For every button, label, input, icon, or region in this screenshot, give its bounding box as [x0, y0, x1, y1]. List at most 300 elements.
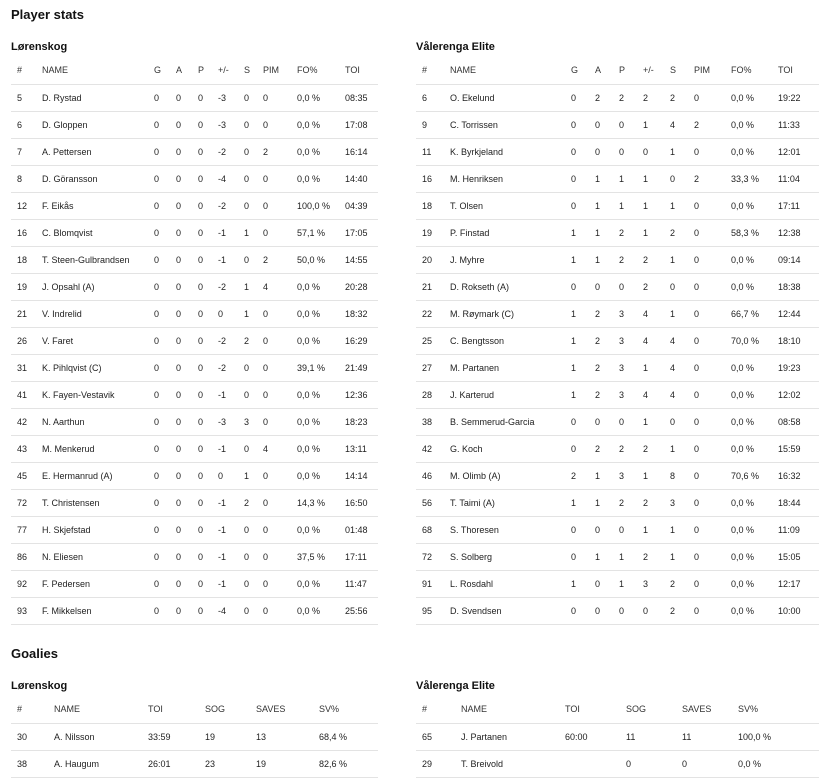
stat-cell: 0: [263, 516, 297, 543]
stat-cell: 1: [244, 300, 263, 327]
player-name: P. Finstad: [450, 219, 571, 246]
player-name: T. Olsen: [450, 192, 571, 219]
stat-cell: 0,0 %: [297, 138, 345, 165]
column-header: SV%: [738, 704, 759, 715]
stat-cell: 37,5 %: [297, 543, 345, 570]
stat-cell: 2: [643, 435, 670, 462]
stat-cell: 0,0 %: [297, 381, 345, 408]
stat-cell: 0: [595, 273, 619, 300]
player-name: K. Byrkjeland: [450, 138, 571, 165]
stat-cell: 2: [694, 165, 731, 192]
stat-cell: -1: [218, 381, 244, 408]
table-row: [11, 354, 378, 381]
stat-cell: 0: [198, 84, 218, 111]
stat-cell: -1: [218, 489, 244, 516]
stat-cell: 0: [694, 570, 731, 597]
stat-cell: 0,0 %: [738, 750, 819, 777]
stat-cell: 0: [619, 597, 643, 624]
stat-cell: 0: [154, 246, 176, 273]
stat-cell: 18:23: [345, 408, 378, 435]
player-name: K. Fayen-Vestavik: [42, 381, 154, 408]
stat-cell: 50,0 %: [297, 246, 345, 273]
column-header: TOI: [778, 65, 793, 76]
stat-cell: 1: [595, 489, 619, 516]
stat-cell: [565, 750, 626, 777]
stat-cell: -3: [218, 408, 244, 435]
stat-cell: 0: [154, 273, 176, 300]
table-header-row: [11, 696, 378, 723]
player-name: J. Partanen: [461, 723, 565, 750]
column-header: FO%: [297, 65, 318, 76]
stat-cell: 4: [263, 273, 297, 300]
stat-cell: 2: [643, 246, 670, 273]
table-row: [11, 750, 378, 777]
stat-cell: 27: [416, 354, 450, 381]
column-header: A: [595, 65, 602, 76]
stat-cell: 0: [154, 84, 176, 111]
stat-cell: 25:56: [345, 597, 378, 624]
stat-cell: 0: [670, 165, 694, 192]
table-row: [416, 435, 819, 462]
column-header: +/-: [218, 65, 229, 76]
stat-cell: 0: [694, 354, 731, 381]
stat-cell: 18:38: [778, 273, 819, 300]
stat-cell: 0: [244, 354, 263, 381]
column-header: PIM: [263, 65, 280, 76]
stat-cell: 0: [244, 138, 263, 165]
player-name: C. Blomqvist: [42, 219, 154, 246]
stat-cell: 86: [11, 543, 42, 570]
table-row: [416, 381, 819, 408]
stat-cell: 12:17: [778, 570, 819, 597]
stat-cell: 0: [694, 381, 731, 408]
player-name: M. Henriksen: [450, 165, 571, 192]
stat-cell: 82,6 %: [319, 750, 378, 777]
player-name: L. Rosdahl: [450, 570, 571, 597]
stat-cell: 19:22: [778, 84, 819, 111]
stat-cell: 2: [619, 489, 643, 516]
stat-cell: 0: [176, 192, 198, 219]
stat-cell: 3: [619, 327, 643, 354]
table-row: [416, 273, 819, 300]
column-header: FO%: [731, 65, 752, 76]
stat-cell: 12:38: [778, 219, 819, 246]
stat-cell: 7: [11, 138, 42, 165]
stat-cell: 18: [11, 246, 42, 273]
stat-cell: 0: [176, 246, 198, 273]
stat-cell: 0: [198, 462, 218, 489]
stat-cell: 0: [263, 84, 297, 111]
stat-cell: 19: [416, 219, 450, 246]
player-name: K. Pihlqvist (C): [42, 354, 154, 381]
stat-cell: 0: [154, 435, 176, 462]
stat-cell: 0: [694, 516, 731, 543]
stat-cell: 11:47: [345, 570, 378, 597]
table-row: [11, 570, 378, 597]
stat-cell: 0: [176, 597, 198, 624]
stat-cell: 0: [571, 435, 595, 462]
table-row: [11, 138, 378, 165]
stat-cell: 2: [643, 273, 670, 300]
stat-cell: 0: [694, 327, 731, 354]
stat-cell: 1: [643, 354, 670, 381]
stat-cell: 0: [154, 543, 176, 570]
player-name: C. Torrissen: [450, 111, 571, 138]
stat-cell: 19: [205, 723, 256, 750]
stat-cell: -2: [218, 327, 244, 354]
column-header: NAME: [461, 704, 488, 715]
stat-cell: 42: [11, 408, 42, 435]
stat-cell: 1: [244, 273, 263, 300]
player-name: A. Nilsson: [54, 723, 148, 750]
column-header: #: [17, 65, 23, 76]
stat-cell: 12:36: [345, 381, 378, 408]
player-name: M. Partanen: [450, 354, 571, 381]
player-name: N. Aarthun: [42, 408, 154, 435]
stat-cell: 1: [619, 570, 643, 597]
stat-cell: 0: [154, 327, 176, 354]
column-header: #: [17, 704, 23, 715]
stat-cell: 1: [670, 543, 694, 570]
stat-cell: 0: [595, 111, 619, 138]
stat-cell: 41: [11, 381, 42, 408]
stat-cell: 14:55: [345, 246, 378, 273]
stat-cell: 0: [643, 138, 670, 165]
stat-cell: 3: [619, 381, 643, 408]
goalies-table: [416, 696, 819, 778]
stat-cell: 0: [244, 516, 263, 543]
stat-cell: 0: [154, 111, 176, 138]
stat-cell: 2: [595, 381, 619, 408]
stat-cell: 0: [176, 111, 198, 138]
table-row: [416, 246, 819, 273]
column-header: P: [619, 65, 626, 76]
stat-cell: 17:08: [345, 111, 378, 138]
stat-cell: 0,0 %: [297, 408, 345, 435]
stat-cell: 33:59: [148, 723, 205, 750]
stat-cell: 0: [244, 435, 263, 462]
stat-cell: -1: [218, 219, 244, 246]
stat-cell: 0: [595, 408, 619, 435]
stat-cell: 01:48: [345, 516, 378, 543]
stat-cell: 1: [571, 246, 595, 273]
stat-cell: 42: [416, 435, 450, 462]
stat-cell: 13:11: [345, 435, 378, 462]
stat-cell: 6: [11, 111, 42, 138]
stat-cell: 0: [694, 462, 731, 489]
stat-cell: 0: [244, 381, 263, 408]
stat-cell: 0: [198, 327, 218, 354]
player-stats-table: [11, 57, 378, 625]
table-header-row: [416, 696, 819, 723]
stat-cell: 2: [619, 84, 643, 111]
player-name: J. Opsahl (A): [42, 273, 154, 300]
stat-cell: 17:11: [778, 192, 819, 219]
player-name: D. Rokseth (A): [450, 273, 571, 300]
stat-cell: 16: [416, 165, 450, 192]
stat-cell: 14,3 %: [297, 489, 345, 516]
stat-cell: 0,0 %: [731, 489, 778, 516]
player-name: F. Eikås: [42, 192, 154, 219]
stat-cell: 0: [571, 273, 595, 300]
stat-cell: 2: [263, 138, 297, 165]
stat-cell: 4: [670, 381, 694, 408]
stat-cell: 0: [643, 597, 670, 624]
stat-cell: 95: [416, 597, 450, 624]
player-name: T. Taimi (A): [450, 489, 571, 516]
stat-cell: 14:14: [345, 462, 378, 489]
stat-cell: 3: [619, 354, 643, 381]
player-name: M. Røymark (C): [450, 300, 571, 327]
stat-cell: 0: [244, 246, 263, 273]
stat-cell: 0: [595, 597, 619, 624]
table-row: [416, 300, 819, 327]
stat-cell: 3: [643, 570, 670, 597]
table-row: [416, 219, 819, 246]
table-row: [416, 354, 819, 381]
stat-cell: 0: [694, 300, 731, 327]
stat-cell: 0: [619, 138, 643, 165]
stat-cell: -1: [218, 246, 244, 273]
stat-cell: 0: [263, 408, 297, 435]
stat-cell: 2: [595, 327, 619, 354]
stat-cell: 0: [198, 543, 218, 570]
table-row: [416, 597, 819, 624]
stat-cell: 3: [619, 462, 643, 489]
stat-cell: 08:35: [345, 84, 378, 111]
stat-cell: 1: [670, 192, 694, 219]
player-name: D. Gloppen: [42, 111, 154, 138]
stat-cell: 0: [244, 570, 263, 597]
stat-cell: 0: [198, 435, 218, 462]
stat-cell: 16:50: [345, 489, 378, 516]
stat-cell: 1: [595, 219, 619, 246]
stat-cell: 0,0 %: [297, 462, 345, 489]
table-row: [416, 543, 819, 570]
table-row: [11, 516, 378, 543]
stat-cell: 0: [244, 192, 263, 219]
stat-cell: 25: [416, 327, 450, 354]
stat-cell: 1: [619, 543, 643, 570]
stat-cell: 0: [198, 219, 218, 246]
stat-cell: 0: [198, 354, 218, 381]
stat-cell: 0: [694, 192, 731, 219]
stat-cell: 15:05: [778, 543, 819, 570]
stat-cell: 21: [11, 300, 42, 327]
player-name: S. Solberg: [450, 543, 571, 570]
stat-cell: 66,7 %: [731, 300, 778, 327]
stat-cell: 0: [154, 570, 176, 597]
stat-cell: 1: [571, 381, 595, 408]
player-name: T. Steen-Gulbrandsen: [42, 246, 154, 273]
stat-cell: 93: [11, 597, 42, 624]
table-row: [11, 327, 378, 354]
stat-cell: 77: [11, 516, 42, 543]
stat-cell: 0: [176, 354, 198, 381]
stat-cell: 0: [263, 489, 297, 516]
stat-cell: 0,0 %: [731, 273, 778, 300]
player-name: T. Christensen: [42, 489, 154, 516]
stat-cell: 0: [176, 408, 198, 435]
stat-cell: 16: [11, 219, 42, 246]
stat-cell: 1: [244, 462, 263, 489]
stat-cell: -3: [218, 111, 244, 138]
stat-cell: 39,1 %: [297, 354, 345, 381]
stat-cell: 0: [154, 138, 176, 165]
stat-cell: 11:09: [778, 516, 819, 543]
stat-cell: 38: [416, 408, 450, 435]
stat-cell: 0: [694, 219, 731, 246]
stat-cell: 0: [154, 597, 176, 624]
stat-cell: 3: [619, 300, 643, 327]
stat-cell: 9: [416, 111, 450, 138]
stat-cell: 0: [198, 165, 218, 192]
stat-cell: 0,0 %: [731, 84, 778, 111]
stat-cell: 0: [218, 300, 244, 327]
stat-cell: 0: [198, 111, 218, 138]
table-row: [11, 165, 378, 192]
stat-cell: 0: [571, 516, 595, 543]
team-name: Vålerenga Elite: [416, 41, 495, 53]
stat-cell: 1: [670, 246, 694, 273]
table-row: [416, 327, 819, 354]
stat-cell: 57,1 %: [297, 219, 345, 246]
column-header: SOG: [626, 704, 647, 715]
table-row: [11, 381, 378, 408]
stat-cell: 0: [176, 516, 198, 543]
stat-cell: 4: [670, 354, 694, 381]
stat-cell: 0: [154, 219, 176, 246]
stat-cell: 0: [176, 300, 198, 327]
stat-cell: -1: [218, 543, 244, 570]
stat-cell: 0: [571, 165, 595, 192]
player-name: M. Menkerud: [42, 435, 154, 462]
column-header: SOG: [205, 704, 226, 715]
stat-cell: 0: [263, 111, 297, 138]
player-name: J. Karterud: [450, 381, 571, 408]
stat-cell: 0: [694, 435, 731, 462]
stat-cell: 0: [263, 381, 297, 408]
stat-cell: 0: [176, 327, 198, 354]
stat-cell: 0: [619, 111, 643, 138]
stat-cell: 10:00: [778, 597, 819, 624]
player-name: M. Olimb (A): [450, 462, 571, 489]
stat-cell: 2: [595, 354, 619, 381]
stat-cell: 13: [256, 723, 319, 750]
stat-cell: 18:10: [778, 327, 819, 354]
stat-cell: 1: [595, 165, 619, 192]
stat-cell: 0: [176, 84, 198, 111]
stat-cell: 1: [571, 327, 595, 354]
stat-cell: 65: [416, 723, 461, 750]
column-header: S: [670, 65, 677, 76]
stat-cell: 2: [670, 597, 694, 624]
table-row: [416, 192, 819, 219]
stat-cell: 0: [198, 408, 218, 435]
table-row: [11, 111, 378, 138]
player-name: N. Eliesen: [42, 543, 154, 570]
stat-cell: 0: [198, 489, 218, 516]
stat-cell: 0: [176, 273, 198, 300]
stat-cell: 0: [218, 462, 244, 489]
stat-cell: 4: [263, 435, 297, 462]
stat-cell: 12:01: [778, 138, 819, 165]
stat-cell: 2: [244, 327, 263, 354]
stat-cell: 1: [643, 462, 670, 489]
stat-cell: 0: [571, 597, 595, 624]
stat-cell: 20: [416, 246, 450, 273]
stat-cell: 45: [11, 462, 42, 489]
stat-cell: 04:39: [345, 192, 378, 219]
goalies-title: Goalies: [11, 646, 58, 661]
stat-cell: 18:32: [345, 300, 378, 327]
stat-cell: 23: [205, 750, 256, 777]
stat-cell: 0,0 %: [731, 111, 778, 138]
stat-cell: 2: [244, 489, 263, 516]
stat-cell: 0,0 %: [297, 111, 345, 138]
stat-cell: -2: [218, 138, 244, 165]
stat-cell: 0: [571, 138, 595, 165]
stat-cell: 2: [263, 246, 297, 273]
table-row: [11, 597, 378, 624]
stat-cell: 0: [571, 84, 595, 111]
stat-cell: 1: [571, 489, 595, 516]
stat-cell: 0,0 %: [731, 246, 778, 273]
stat-cell: 0: [694, 543, 731, 570]
stat-cell: 0: [619, 273, 643, 300]
stat-cell: 0: [571, 543, 595, 570]
player-name: H. Skjefstad: [42, 516, 154, 543]
stat-cell: 0: [571, 192, 595, 219]
table-row: [416, 111, 819, 138]
stat-cell: -2: [218, 192, 244, 219]
stat-cell: 0: [176, 435, 198, 462]
stat-cell: 92: [11, 570, 42, 597]
stat-cell: 2: [619, 246, 643, 273]
player-name: D. Rystad: [42, 84, 154, 111]
stat-cell: 72: [416, 543, 450, 570]
stat-cell: 43: [11, 435, 42, 462]
stat-cell: 8: [670, 462, 694, 489]
stat-cell: 2: [694, 111, 731, 138]
stat-cell: 2: [595, 300, 619, 327]
stat-cell: 0,0 %: [731, 354, 778, 381]
stat-cell: 1: [619, 165, 643, 192]
stat-cell: 0: [154, 408, 176, 435]
stat-cell: -2: [218, 354, 244, 381]
column-header: PIM: [694, 65, 711, 76]
table-header-row: [11, 57, 378, 84]
table-row: [416, 570, 819, 597]
stat-cell: 19: [256, 750, 319, 777]
stat-cell: 2: [595, 84, 619, 111]
stat-cell: 0: [263, 543, 297, 570]
stat-cell: 60:00: [565, 723, 626, 750]
stat-cell: -1: [218, 516, 244, 543]
stat-cell: 1: [643, 165, 670, 192]
stat-cell: 11:04: [778, 165, 819, 192]
stat-cell: 0,0 %: [731, 192, 778, 219]
stat-cell: 1: [670, 516, 694, 543]
column-header: A: [176, 65, 183, 76]
player-name: O. Ekelund: [450, 84, 571, 111]
column-header: NAME: [450, 65, 477, 76]
stat-cell: 0: [198, 597, 218, 624]
stat-cell: 17:11: [345, 543, 378, 570]
stat-cell: 0: [244, 543, 263, 570]
stat-cell: 0: [595, 138, 619, 165]
table-row: [11, 435, 378, 462]
